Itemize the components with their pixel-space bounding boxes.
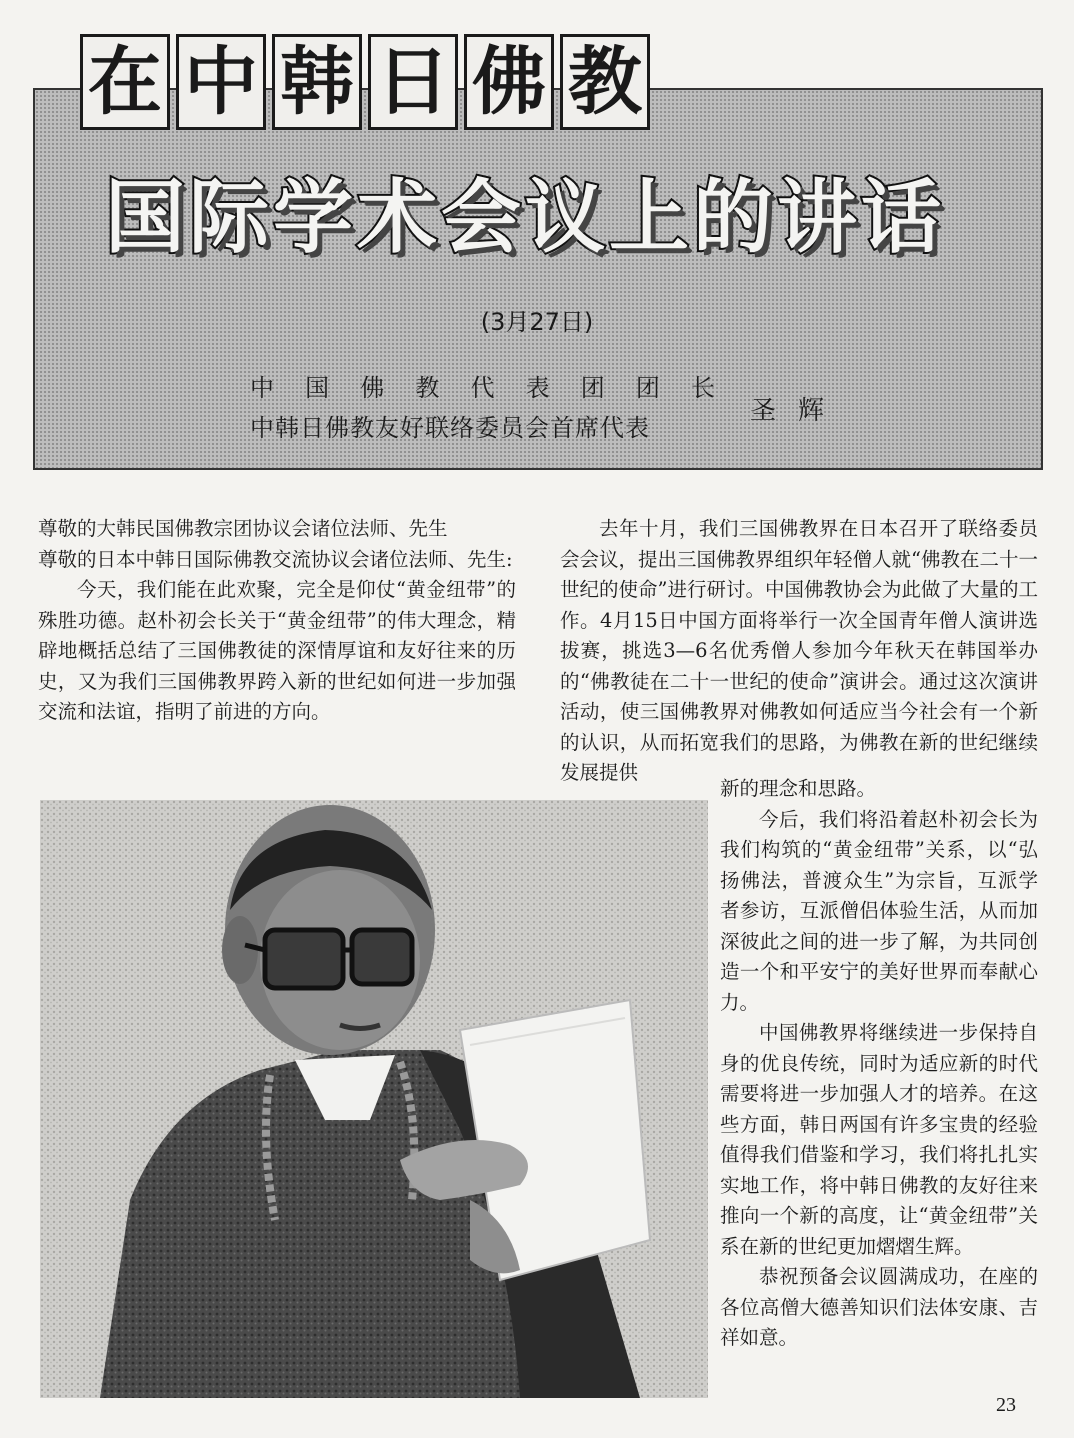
speaker-name: 圣辉 xyxy=(750,396,847,426)
speaker-photo xyxy=(40,800,708,1398)
greeting-line: 尊敬的大韩民国佛教宗团协议会诸位法师、先生 xyxy=(38,517,448,540)
title-char: 在 xyxy=(80,34,170,130)
speaker-role-1: 中国佛教代表团团长 xyxy=(250,374,715,402)
greeting-line: 尊敬的日本中韩日国际佛教交流协议会诸位法师、先生: xyxy=(38,547,513,571)
speaker-role-2: 中韩日佛教友好联络委员会首席代表 xyxy=(250,414,650,442)
paragraph: 恭祝预备会议圆满成功，在座的各位高僧大德善知识们法体安康、吉祥如意。 xyxy=(720,1265,1038,1349)
left-column xyxy=(38,514,516,728)
right-column-narrow xyxy=(720,774,1038,1354)
title-char: 日 xyxy=(368,34,458,130)
title-line1 xyxy=(80,34,650,130)
paragraph: 今后，我们将沿着赵朴初会长为我们构筑的“黄金纽带”关系，以“弘扬佛法，普渡众生”为宗旨，互派学者参访，互派僧侣体验生活，从而加深彼此之间的进一步了解，为共同创造一个和平安宁的美好世界而奉献心力。 xyxy=(720,807,1038,1014)
title-char: 韩 xyxy=(272,34,362,130)
right-column-top xyxy=(560,514,1038,789)
paragraph: 去年十月，我们三国佛教界在日本召开了联络委员会会议，提出三国佛教界组织年轻僧人就“佛教在二十一世纪的使命”进行研讨。中国佛教协会为此做了大量的工作。4月15日中国方面将举行一次全国青年僧人演讲选拔赛，挑选3—6名优秀僧人参加今年秋天在韩国举办的“佛教徒在二十一世纪的使命”演讲会。通过这次演讲活动，使三国佛教界对佛教如何适应当今社会有一个新的认识，从而拓宽我们的思路，为佛教在新的世纪继续发展提供 xyxy=(560,517,1038,784)
paragraph: 今天，我们能在此欢聚，完全是仰仗“黄金纽带”的殊胜功德。赵朴初会长关于“黄金纽带”的伟大理念，精辟地概括总结了三国佛教徒的深情厚谊和友好往来的历史，又为我们三国佛教界跨入新的世纪如何进一步加强交流和法谊，指明了前进的方向。 xyxy=(38,578,516,723)
paragraph: 中国佛教界将继续进一步保持自身的优良传统，同时为适应新的时代需要将进一步加强人才的培养。在这些方面，韩日两国有许多宝贵的经验值得我们借鉴和学习，我们将扎扎实实地工作，将中韩日佛教的友好往来推向一个新的高度，让“黄金纽带”关系在新的世纪更加熠熠生辉。 xyxy=(720,1021,1038,1258)
page-number: 23 xyxy=(996,1394,1016,1416)
title-char: 教 xyxy=(560,34,650,130)
title-char: 佛 xyxy=(464,34,554,130)
paragraph-tail: 新的理念和思路。 xyxy=(720,777,877,800)
speech-date: (3月27日) xyxy=(480,308,594,336)
monk-reading-illustration xyxy=(40,800,708,1398)
title-char: 中 xyxy=(176,34,266,130)
title-line2: 国际学术会议上的讲话 xyxy=(105,171,945,264)
